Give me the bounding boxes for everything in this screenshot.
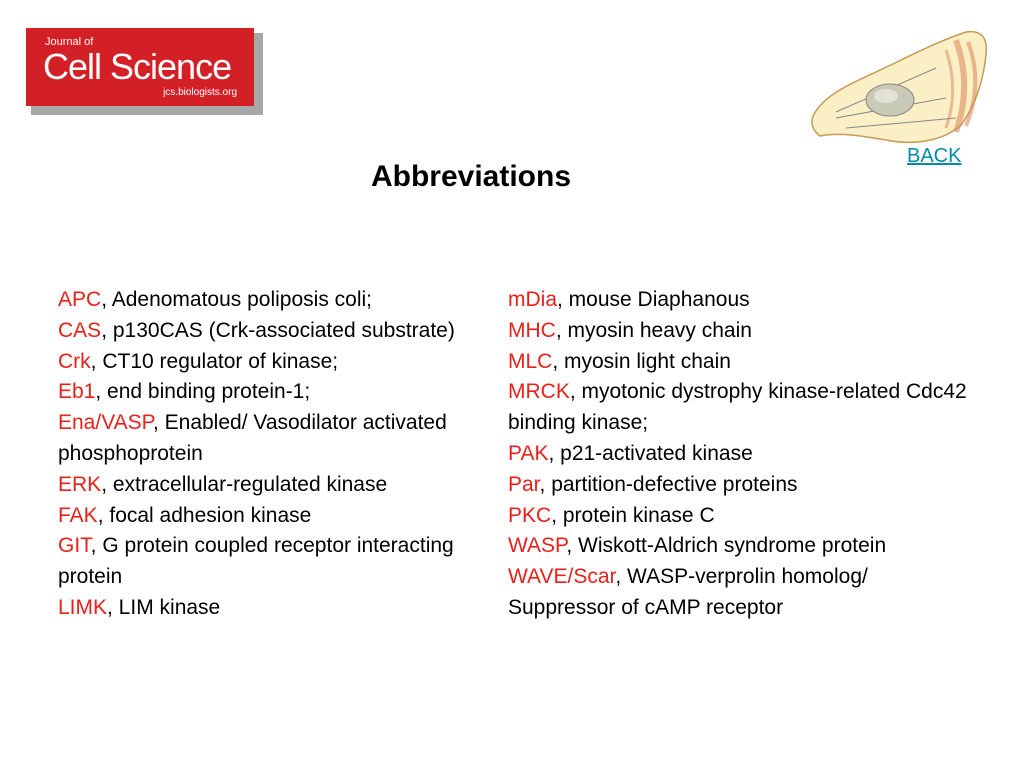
definition: , partition-defective proteins bbox=[539, 472, 798, 496]
list-item bbox=[508, 470, 968, 501]
abbreviation: PKC bbox=[508, 503, 552, 527]
definition: , end binding protein-1; bbox=[95, 380, 311, 404]
abbreviation: MLC bbox=[508, 349, 553, 373]
definition: , focal adhesion kinase bbox=[97, 503, 312, 527]
list-item bbox=[58, 377, 478, 408]
list-item bbox=[58, 470, 478, 501]
list-item bbox=[58, 593, 478, 624]
definition: , myotonic dystrophy kinase-related Cdc42 binding kinase; bbox=[508, 380, 967, 435]
definition: , G protein coupled receptor interacting protein bbox=[58, 534, 454, 589]
definition: , CT10 regulator of kinase; bbox=[90, 349, 339, 373]
logo-url: jcs.biologists.org bbox=[163, 87, 237, 98]
definition: , Enabled/ Vasodilator activated phosphoprotein bbox=[58, 411, 447, 465]
abbreviation: LIMK bbox=[58, 595, 108, 619]
list-item bbox=[508, 531, 968, 562]
logo-name: Cell Science bbox=[43, 46, 232, 87]
list-item bbox=[58, 408, 478, 470]
definition: , myosin light chain bbox=[552, 349, 731, 373]
list-item bbox=[58, 316, 478, 347]
abbreviation: APC bbox=[58, 288, 102, 311]
definition: , WASP-verprolin homolog/ Suppressor of cAMP receptor bbox=[508, 565, 868, 619]
list-item bbox=[58, 347, 478, 378]
abbreviation: FAK bbox=[58, 503, 98, 527]
abbreviation: WASP bbox=[508, 534, 567, 558]
abbreviation: Crk bbox=[58, 349, 91, 373]
definition: , Adenomatous poliposis coli; bbox=[101, 288, 373, 311]
list-item bbox=[508, 562, 968, 624]
back-link[interactable]: BACK bbox=[907, 145, 962, 167]
list-item bbox=[58, 501, 478, 532]
definition: , LIM kinase bbox=[107, 595, 221, 619]
journal-logo bbox=[26, 28, 254, 106]
abbreviation: WAVE/Scar bbox=[508, 565, 616, 589]
list-item bbox=[508, 347, 968, 378]
definition: , mouse Diaphanous bbox=[557, 288, 750, 311]
abbreviation: Par bbox=[508, 472, 540, 496]
list-item bbox=[508, 285, 968, 316]
abbreviation: Ena/VASP bbox=[58, 411, 153, 435]
list-item bbox=[508, 377, 968, 439]
page-title: Abbreviations bbox=[370, 160, 572, 193]
abbreviation: MHC bbox=[508, 318, 556, 342]
logo-journal-of: Journal of bbox=[45, 36, 94, 48]
list-item bbox=[508, 439, 968, 470]
definition: , protein kinase C bbox=[551, 503, 715, 527]
abbreviation: MRCK bbox=[508, 380, 570, 404]
list-item bbox=[58, 531, 478, 593]
definition: , p21-activated kinase bbox=[548, 441, 753, 465]
definition: , Wiskott-Aldrich syndrome protein bbox=[566, 534, 887, 558]
abbreviation-list-right bbox=[508, 285, 968, 624]
abbreviation: ERK bbox=[58, 472, 102, 496]
definition: , extracellular-regulated kinase bbox=[101, 472, 388, 496]
abbreviation: mDia bbox=[508, 288, 558, 311]
abbreviation: Eb1 bbox=[58, 380, 96, 404]
definition: , p130CAS (Crk-associated substrate) bbox=[101, 318, 455, 342]
cell-nucleus-highlight bbox=[874, 89, 898, 103]
abbreviation: PAK bbox=[508, 441, 549, 465]
cell-illustration bbox=[806, 28, 994, 152]
list-item bbox=[508, 316, 968, 347]
abbreviation: GIT bbox=[58, 534, 91, 558]
list-item bbox=[58, 285, 478, 316]
definition: , myosin heavy chain bbox=[555, 318, 752, 342]
list-item bbox=[508, 501, 968, 532]
abbreviation-list-left bbox=[58, 285, 478, 624]
abbreviation: CAS bbox=[58, 318, 102, 342]
